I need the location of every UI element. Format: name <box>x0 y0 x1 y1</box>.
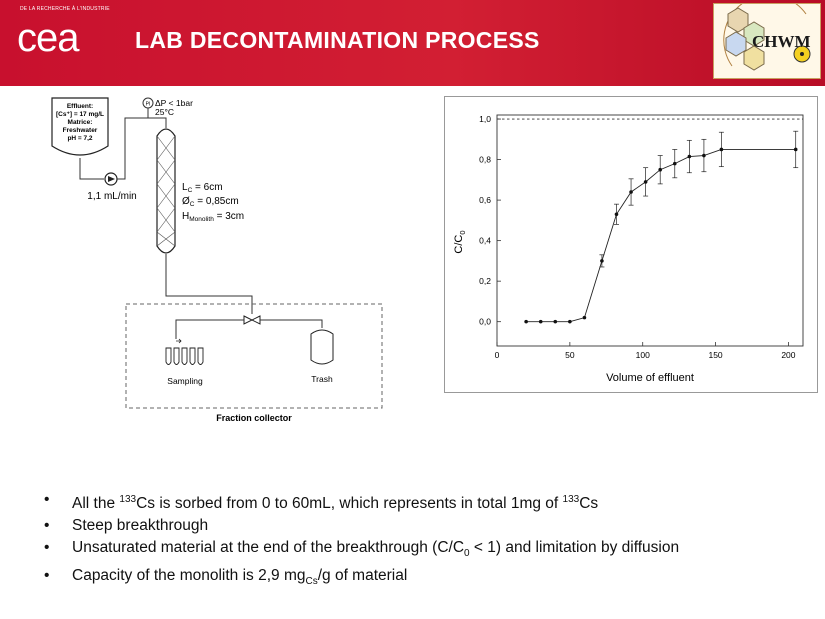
monolith-column <box>157 129 175 253</box>
bullet-text: < 1) and limitation by diffusion <box>469 539 680 557</box>
bullet-list <box>40 489 820 593</box>
data-point <box>658 168 662 172</box>
temperature-label: 25°C <box>155 107 174 117</box>
pressure-label: ΔP < 1bar <box>155 98 193 108</box>
bullet-text: Cs is sorbed from 0 to 60mL, which represents in total 1mg of <box>136 495 563 513</box>
data-point <box>702 154 706 158</box>
header-bar <box>0 0 825 86</box>
bullet-item <box>40 515 820 537</box>
tank-label-line: Effluent: <box>66 103 94 110</box>
data-point <box>615 212 619 216</box>
column-outlet-pipe <box>166 254 252 314</box>
monolith-height-label: $H_{Monolith} = 3cm$ <box>182 211 245 223</box>
y-tick-label: 1,0 <box>479 114 491 125</box>
cea-logo: cea <box>17 16 79 60</box>
bullet-text: Capacity of the monolith is 2,9 mg <box>72 567 306 585</box>
data-point <box>644 180 648 184</box>
data-point <box>688 155 692 159</box>
trash-line <box>260 320 322 328</box>
bullet-item <box>40 537 820 565</box>
data-point <box>524 320 528 324</box>
data-point <box>539 320 543 324</box>
x-tick-label: 200 <box>781 350 796 360</box>
x-tick-label: 150 <box>708 350 723 360</box>
bullet-text: Steep breakthrough <box>72 517 209 535</box>
tank-label-line: Matrice: <box>67 119 93 126</box>
trash-container-icon <box>311 330 333 364</box>
data-point <box>600 259 604 263</box>
feed-pipe <box>80 158 104 179</box>
bullet-marker-icon: • <box>44 491 50 508</box>
sampling-line <box>176 320 244 339</box>
data-point <box>583 316 587 320</box>
y-tick-label: 0,6 <box>479 195 491 206</box>
y-tick-label: 0,4 <box>479 235 491 246</box>
breakthrough-chart <box>444 96 818 393</box>
pump-icon <box>105 173 117 185</box>
breakthrough-chart-svg <box>445 97 817 392</box>
bullet-marker-icon: • <box>44 539 50 557</box>
fraction-collector-label: Fraction collector <box>216 413 292 423</box>
x-axis-label: Volume of effluent <box>606 372 694 384</box>
x-tick-label: 100 <box>635 350 650 360</box>
sampling-label: Sampling <box>167 376 203 386</box>
y-tick-label: 0,0 <box>479 316 491 327</box>
bullet-marker-icon: • <box>44 517 50 535</box>
y-axis-label: $C/C_0$ <box>453 230 467 254</box>
x-tick-label: 0 <box>494 350 500 360</box>
chwm-logo-text: CHWM <box>752 32 811 51</box>
bullet-text: /g of material <box>317 567 408 585</box>
trash-label: Trash <box>311 374 333 384</box>
tank-label-line: pH = 7,2 <box>67 135 93 142</box>
data-point <box>673 162 677 166</box>
org-tagline: DE LA RECHERCHE À L'INDUSTRIE <box>20 6 110 12</box>
sampling-tubes-icon <box>166 339 203 365</box>
bullet-text: 133 <box>119 494 137 505</box>
bullet-text: Cs <box>305 576 318 588</box>
bullet-text: 133 <box>562 494 580 505</box>
three-way-valve-icon <box>244 316 260 324</box>
pressure-gauge-icon <box>143 98 153 108</box>
data-point <box>794 148 798 152</box>
feed-tank <box>52 98 108 155</box>
y-tick-label: 0,8 <box>479 154 491 165</box>
process-diagram <box>0 86 440 436</box>
data-point <box>720 148 724 152</box>
bullet-marker-icon: • <box>44 567 50 585</box>
bullet-text: Cs <box>579 495 599 513</box>
bullet-item <box>40 565 820 593</box>
x-tick-label: 50 <box>565 350 575 360</box>
bullet-text: Unsaturated material at the end of the breakthrough (C/C <box>72 539 465 557</box>
series-line <box>526 149 796 321</box>
svg-text:PI: PI <box>145 101 151 108</box>
chwm-logo <box>713 3 821 79</box>
y-tick-label: 0,2 <box>479 276 491 287</box>
data-point <box>568 320 572 324</box>
tank-label-line: [Cs⁺] = 17 mg/L <box>55 111 105 118</box>
bullet-item <box>40 489 820 515</box>
column-length-label: $L_C = 6cm$ <box>182 182 223 194</box>
bullet-text: All the <box>72 495 120 513</box>
column-diameter-label: $Ø_C = 0,85cm$ <box>182 196 239 208</box>
data-point <box>629 190 633 194</box>
flow-rate-label: 1,1 mL/min <box>87 191 137 202</box>
data-point <box>553 320 557 324</box>
bullet-text: 0 <box>464 548 470 560</box>
tank-label-line: Freshwater <box>62 127 98 134</box>
page-title: LAB DECONTAMINATION PROCESS <box>135 27 540 53</box>
